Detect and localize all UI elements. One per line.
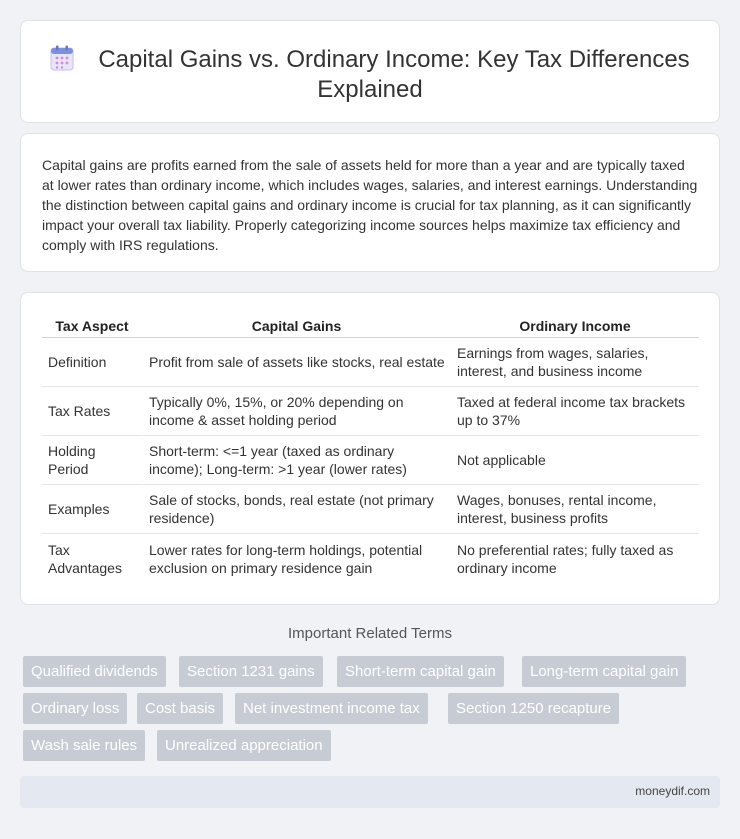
footer xyxy=(20,776,720,808)
table-row xyxy=(42,485,699,534)
table-row xyxy=(42,338,699,387)
tag-net-investment-income-tax[interactable]: Net investment income tax xyxy=(235,693,428,724)
row-label: Tax Rates xyxy=(42,387,142,436)
calendar-icon xyxy=(50,45,74,71)
ordinary-income-cell: No preferential rates; fully taxed as ordinary income xyxy=(457,541,674,576)
tag-unrealized-appreciation[interactable]: Unrealized appreciation xyxy=(157,730,331,761)
title-card xyxy=(20,20,720,123)
comparison-table-card xyxy=(20,292,720,605)
table-row xyxy=(42,534,699,583)
capital-gains-cell: Sale of stocks, bonds, real estate (not primary residence) xyxy=(142,485,451,534)
table-header-row xyxy=(42,314,699,338)
row-label: Examples xyxy=(42,485,142,534)
intro-paragraph: Capital gains are profits earned from the sale of assets held for more than a year and are typically taxed at lower rates than ordinary income, which includes wages, salaries, and interest earnings. Understanding the distinction between capital gains and ordinary income is crucial for tax planning, as it can significantly impact your overall tax liability. Properly categorizing income sources helps maximize tax efficiency and comply with IRS regulations. xyxy=(42,157,698,253)
tag-ordinary-loss[interactable]: Ordinary loss xyxy=(23,693,127,724)
footer-site[interactable]: moneydif.com xyxy=(635,784,710,798)
title-wrap xyxy=(21,45,719,105)
capital-gains-cell: Typically 0%, 15%, or 20% depending on income & asset holding period xyxy=(142,387,451,436)
related-terms-heading: Important Related Terms xyxy=(288,625,452,642)
header-ordinary-income: Ordinary Income xyxy=(451,314,699,338)
row-label: Definition xyxy=(42,338,142,387)
ordinary-income-cell: Not applicable xyxy=(451,436,699,485)
table-row xyxy=(42,387,699,436)
ordinary-income-cell: Wages, bonuses, rental income, interest, business profits xyxy=(451,485,699,534)
page-title: Capital Gains vs. Ordinary Income: Key Tax Differences Explained xyxy=(98,46,690,103)
tag-cost-basis[interactable]: Cost basis xyxy=(137,693,223,724)
ordinary-income-cell: Earnings from wages, salaries, interest, and business income xyxy=(451,338,699,387)
tag-section-1250-recapture[interactable]: Section 1250 recapture xyxy=(448,693,619,724)
intro-card xyxy=(20,133,720,272)
header-capital-gains: Capital Gains xyxy=(142,314,451,338)
tag-section-1231-gains[interactable]: Section 1231 gains xyxy=(179,656,323,687)
table-row xyxy=(42,436,699,485)
row-label: Holding Period xyxy=(42,436,142,485)
tag-wash-sale-rules[interactable]: Wash sale rules xyxy=(23,730,145,761)
row-label: Tax Advantages xyxy=(48,541,122,576)
capital-gains-cell: Lower rates for long-term holdings, potential exclusion on primary residence gain xyxy=(142,534,451,583)
capital-gains-cell: Short-term: <=1 year (taxed as ordinary income); Long-term: >1 year (lower rates) xyxy=(142,436,451,485)
tag-short-term-capital-gain[interactable]: Short-term capital gain xyxy=(337,656,504,687)
header-tax-aspect: Tax Aspect xyxy=(42,314,142,338)
comparison-table xyxy=(42,314,699,583)
tag-qualified-dividends[interactable]: Qualified dividends xyxy=(23,656,166,687)
capital-gains-cell: Profit from sale of assets like stocks, real estate xyxy=(142,338,451,387)
ordinary-income-cell: Taxed at federal income tax brackets up to 37% xyxy=(451,387,699,436)
tag-long-term-capital-gain[interactable]: Long-term capital gain xyxy=(522,656,686,687)
